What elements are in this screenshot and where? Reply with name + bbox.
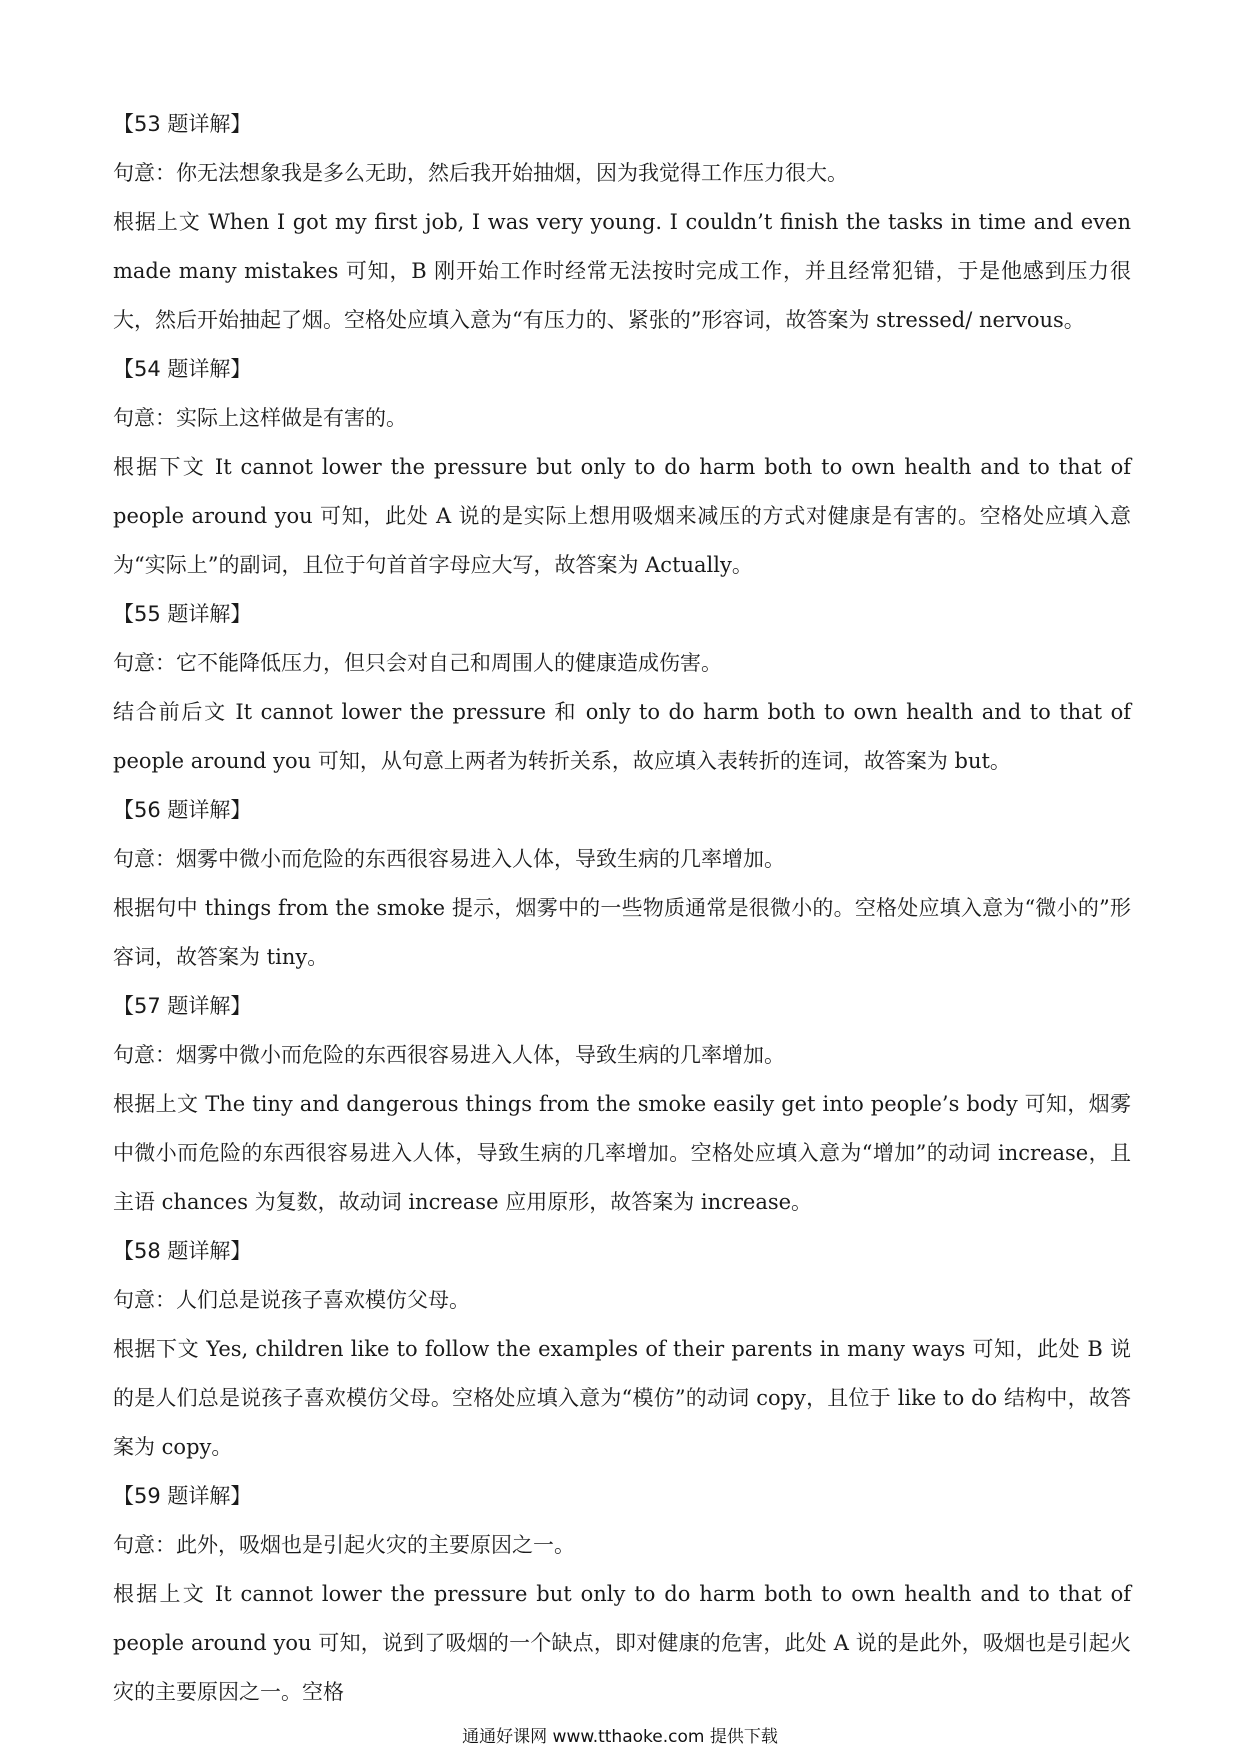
sentence-meaning: 句意：它不能降低压力，但只会对自己和周围人的健康造成伤害。 xyxy=(113,651,722,675)
section-heading: 【53 题详解】 xyxy=(113,112,252,136)
section-heading: 【57 题详解】 xyxy=(113,994,252,1018)
document-body xyxy=(113,100,1131,1717)
sentence-meaning: 句意：烟雾中微小而危险的东西很容易进入人体，导致生病的几率增加。 xyxy=(113,847,785,871)
section-59 xyxy=(113,1472,1131,1717)
sentence-meaning: 句意：烟雾中微小而危险的东西很容易进入人体，导致生病的几率增加。 xyxy=(113,1043,785,1067)
explanation: 根据上文 The tiny and dangerous things from the smoke easily get into people’s body 可知，烟雾中微小而危险的东西很容易进入人体，导致生病的几率增加。空格处应填入意为“增加”的动词 increase，且主语 chances 为复数，故动词 increase 应用原形，故答案为 increase。 xyxy=(113,1092,1131,1214)
section-56 xyxy=(113,786,1131,982)
section-57 xyxy=(113,982,1131,1227)
explanation: 根据上文 It cannot lower the pressure but only to do harm both to own health and to that of people around you 可知，说到了吸烟的一个缺点，即对健康的危害，此处 A 说的是此外，吸烟也是引起火灾的主要原因之一。空格 xyxy=(113,1582,1131,1704)
section-heading: 【59 题详解】 xyxy=(113,1484,252,1508)
explanation: 根据上文 When I got my first job, I was very young. I couldn’t finish the tasks in time and even made many mistakes 可知，B 刚开始工作时经常无法按时完成工作，并且经常犯错，于是他感到压力很大，然后开始抽起了烟。空格处应填入意为“有压力的、紧张的”形容词，故答案为 stressed/ nervous。 xyxy=(113,210,1131,332)
sentence-meaning: 句意：此外，吸烟也是引起火灾的主要原因之一。 xyxy=(113,1533,575,1557)
section-58 xyxy=(113,1227,1131,1472)
explanation: 结合前后文 It cannot lower the pressure 和 only to do harm both to own health and to that of people around you 可知，从句意上两者为转折关系，故应填入表转折的连词，故答案为 but。 xyxy=(113,700,1131,773)
sentence-meaning: 句意：你无法想象我是多么无助，然后我开始抽烟，因为我觉得工作压力很大。 xyxy=(113,161,848,185)
section-53 xyxy=(113,100,1131,345)
explanation: 根据下文 Yes, children like to follow the examples of their parents in many ways 可知，此处 B 说的是人们总是说孩子喜欢模仿父母。空格处应填入意为“模仿”的动词 copy，且位于 like to do 结构中，故答案为 copy。 xyxy=(113,1337,1131,1459)
section-heading: 【55 题详解】 xyxy=(113,602,252,626)
section-55 xyxy=(113,590,1131,786)
explanation: 根据下文 It cannot lower the pressure but only to do harm both to own health and to that of people around you 可知，此处 A 说的是实际上想用吸烟来减压的方式对健康是有害的。空格处应填入意为“实际上”的副词，且位于句首首字母应大写，故答案为 Actually。 xyxy=(113,455,1131,577)
page-footer: 通通好课网 www.tthaoke.com 提供下载 xyxy=(462,1727,778,1747)
explanation: 根据句中 things from the smoke 提示，烟雾中的一些物质通常是很微小的。空格处应填入意为“微小的”形容词，故答案为 tiny。 xyxy=(113,896,1131,969)
section-54 xyxy=(113,345,1131,590)
section-heading: 【54 题详解】 xyxy=(113,357,252,381)
sentence-meaning: 句意：人们总是说孩子喜欢模仿父母。 xyxy=(113,1288,470,1312)
section-heading: 【56 题详解】 xyxy=(113,798,252,822)
section-heading: 【58 题详解】 xyxy=(113,1239,252,1263)
sentence-meaning: 句意：实际上这样做是有害的。 xyxy=(113,406,407,430)
